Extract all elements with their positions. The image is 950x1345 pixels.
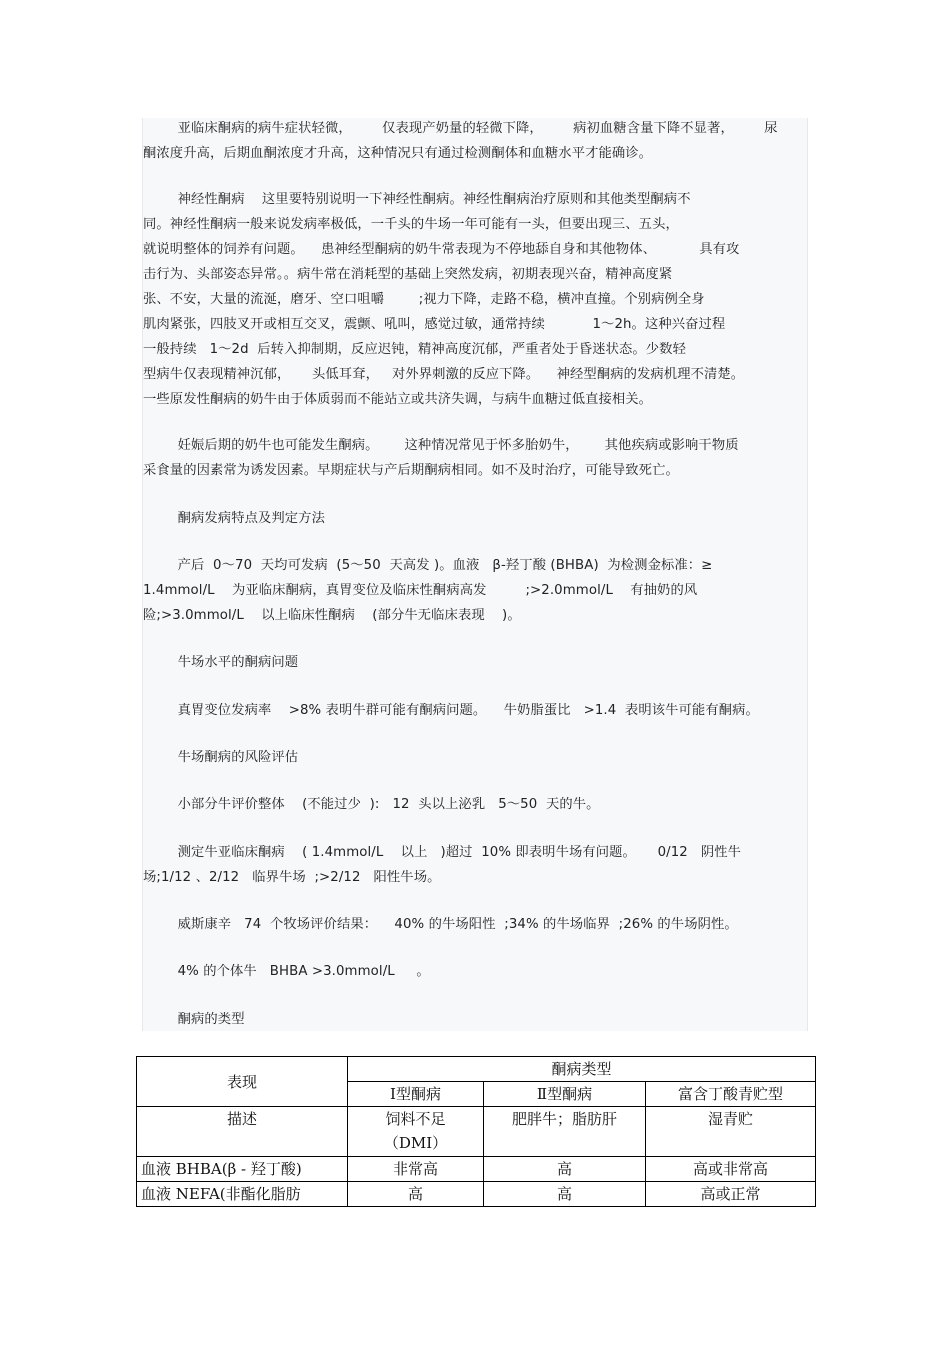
type-header-cell: Ⅰ型酮病 <box>348 1082 484 1107</box>
table-cell: 湿青贮 <box>646 1107 816 1157</box>
table-cell: 非常高 <box>348 1157 484 1182</box>
table-cell: 高 <box>348 1182 484 1207</box>
table-cell: 高或正常 <box>646 1182 816 1207</box>
text-line: 亚临床酮病的病牛症状轻微， 仅表现产奶量的轻微下降， 病初血糖含量下降不显著， 尿 <box>143 121 778 136</box>
text-line: 产后 0～70 天均可发病 (5～50 天高发 )。血液 β-羟丁酸 (BHBA) 为检测金标准：≥ <box>143 558 713 573</box>
section-heading: 牛场水平的酮病问题 <box>143 655 299 670</box>
section-heading: 酮病的类型 <box>143 1012 245 1027</box>
table-cell: 高 <box>484 1182 646 1207</box>
text-line: 神经性酮病 这里要特别说明一下神经性酮病。神经性酮病治疗原则和其他类型酮病不 <box>143 192 691 207</box>
row-label: 血液 NEFA(非酯化脂肪 <box>137 1182 348 1207</box>
type-header-cell: Ⅱ型酮病 <box>484 1082 646 1107</box>
table-header-row <box>137 1057 816 1082</box>
text-line: 险;>3.0mmol/L 以上临床性酮病 (部分牛无临床表现 )。 <box>143 608 521 623</box>
text-line: 型病牛仅表现精神沉郁， 头低耳耷， 对外界刺激的反应下降。 神经型酮病的发病机理不清楚。 <box>143 367 745 382</box>
group-header-cell: 酮病类型 <box>348 1057 816 1082</box>
table-cell: 饲料不足 （DMI） <box>348 1107 484 1157</box>
table-cell: 高或非常高 <box>646 1157 816 1182</box>
row-label: 血液 BHBA(β - 羟丁酸) <box>137 1157 348 1182</box>
row-label: 描述 <box>137 1107 348 1157</box>
text-line: 测定牛亚临床酮病 ( 1.4mmol/L 以上 )超过 10% 即表明牛场有问题。 0/12 阴性牛 <box>143 845 742 860</box>
section-heading: 酮病发病特点及判定方法 <box>143 511 325 526</box>
text-line: 同。神经性酮病一般来说发病率极低，一千头的牛场一年可能有一头，但要出现三、五头， <box>143 217 679 232</box>
text-line: 1.4mmol/L 为亚临床酮病，真胃变位及临床性酮病高发 ;>2.0mmol/L 有抽奶的风 <box>143 583 698 598</box>
text-line: 一般持续 1～2d 后转入抑制期，反应迟钝，精神高度沉郁，严重者处于昏迷状态。少数轻 <box>143 342 686 357</box>
text-line: 威斯康辛 74 个牧场评价结果： 40% 的牛场阳性 ;34% 的牛场临界 ;26% 的牛场阴性。 <box>143 917 738 932</box>
text-line: 就说明整体的饲养有问题。 患神经型酮病的奶牛常表现为不停地舔自身和其他物体、 具有攻 <box>143 242 740 257</box>
text-line: 真胃变位发病率 >8% 表明牛群可能有酮病问题。 牛奶脂蛋比 >1.4 表明该牛可能有酮病。 <box>143 703 759 718</box>
text-line: 妊娠后期的奶牛也可能发生酮病。 这种情况常见于怀多胎奶牛， 其他疾病或影响干物质 <box>143 438 739 453</box>
table-row <box>137 1157 816 1182</box>
table-row <box>137 1107 816 1157</box>
text-line: 肌肉紧张，四肢叉开或相互交叉，震颤、吼叫，感觉过敏，通常持续 1～2h。这种兴奋过程 <box>143 317 726 332</box>
header-cell: 表现 <box>137 1057 348 1107</box>
text-line: 张、不安，大量的流涎，磨牙、空口咀嚼 ;视力下降，走路不稳，横冲直撞。个别病例全身 <box>143 292 705 307</box>
text-line: 击行为、头部姿态异常。。病牛常在消耗型的基础上突然发病，初期表现兴奋，精神高度紧 <box>143 267 673 282</box>
text-line: 小部分牛评价整体 (不能过少 ): 12 头以上泌乳 5～50 天的牛。 <box>143 797 600 812</box>
text-line: 酮浓度升高，后期血酮浓度才升高，这种情况只有通过检测酮体和血糖水平才能确诊。 <box>143 146 653 161</box>
text-line: 采食量的因素常为诱发因素。早期症状与产后期酮病相同。如不及时治疗，可能导致死亡。 <box>143 463 679 478</box>
text-line: 一些原发性酮病的奶牛由于体质弱而不能站立或共济失调，与病牛血糖过低直接相关。 <box>143 392 653 407</box>
text-line: 场;1/12 、2/12 临界牛场 ;>2/12 阳性牛场。 <box>143 870 441 885</box>
table-row <box>137 1182 816 1207</box>
table-cell: 肥胖牛；脂肪肝 <box>484 1107 646 1157</box>
section-heading: 牛场酮病的风险评估 <box>143 750 299 765</box>
ketosis-type-table <box>136 1056 816 1207</box>
table-cell: 高 <box>484 1157 646 1182</box>
text-line: 4% 的个体牛 BHBA >3.0mmol/L 。 <box>143 964 430 979</box>
type-header-cell: 富含丁酸青贮型 <box>646 1082 816 1107</box>
